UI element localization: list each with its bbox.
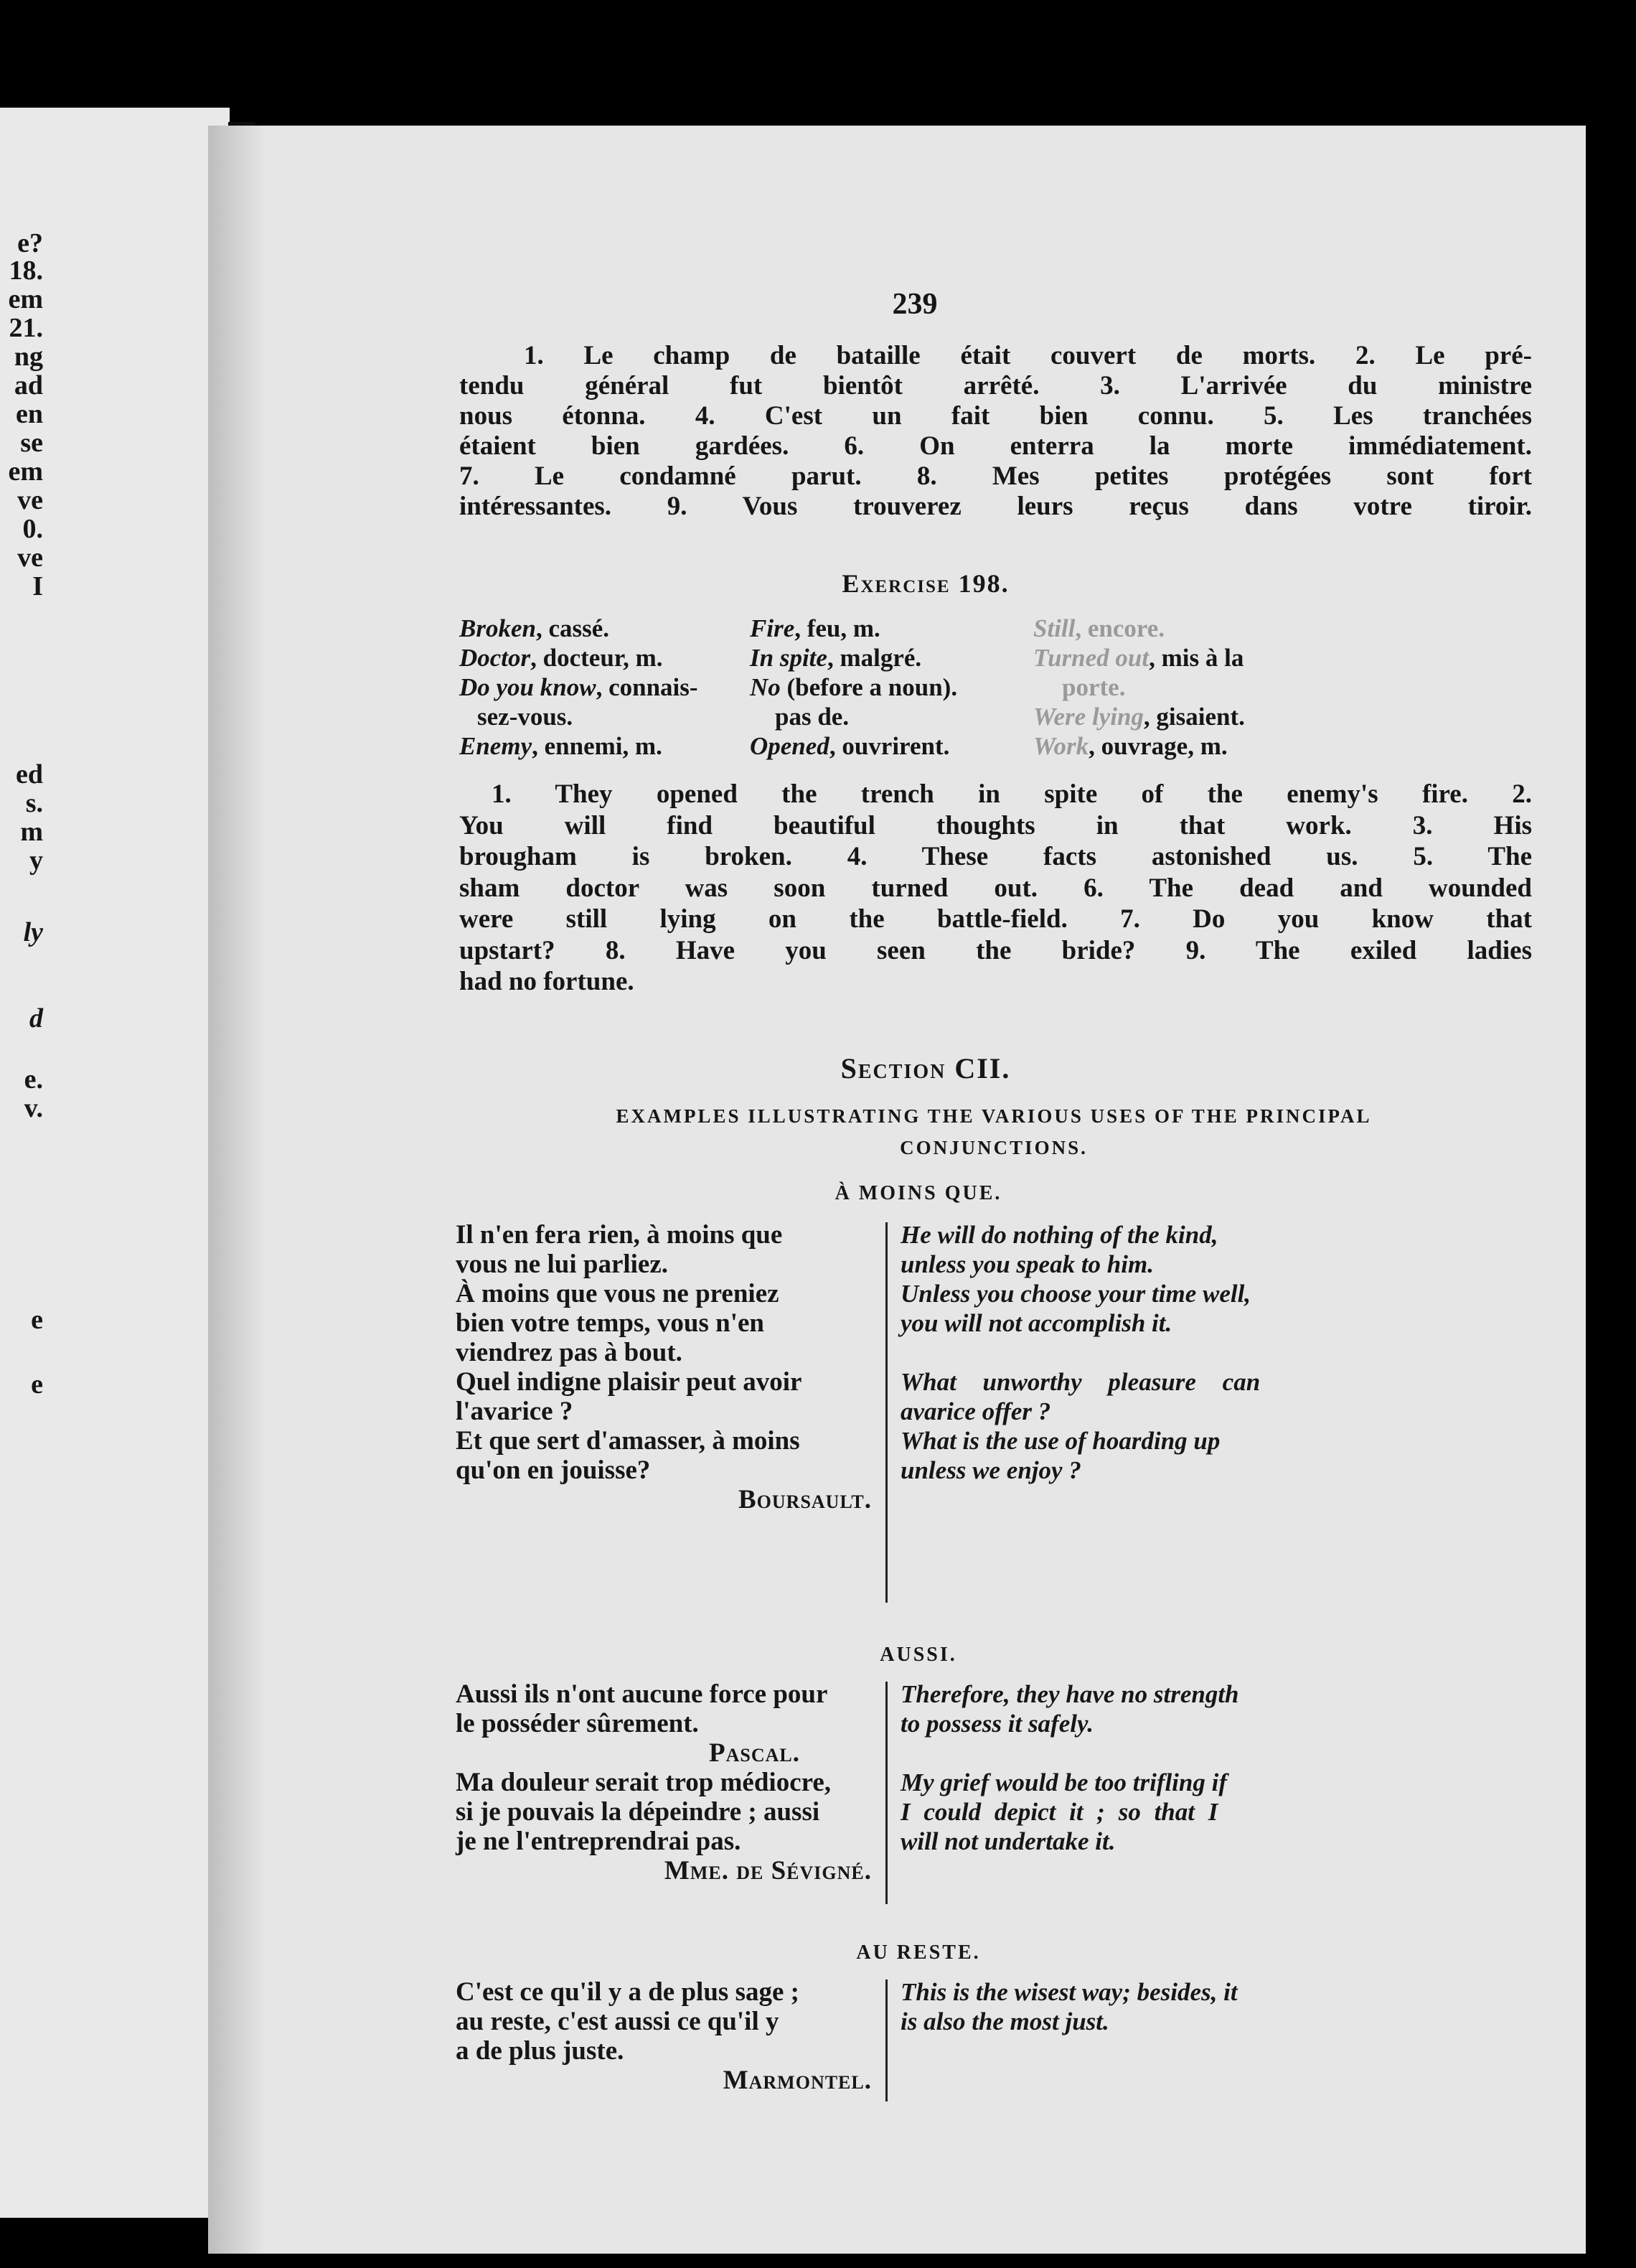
column-divider: [885, 1222, 888, 1603]
author-name: Boursault.: [738, 1485, 872, 1514]
french-example: Et que sert d'amasser, à moins qu'on en jouisse?: [456, 1426, 800, 1485]
english-example: Therefore, they have no strength to possess it safely.: [901, 1680, 1239, 1738]
english-line: brougham is broken. 4. These facts astonished us. 5. The: [459, 842, 1532, 871]
french-example: Quel indigne plaisir peut avoir l'avarice ?: [456, 1367, 802, 1426]
vocab-entry: Still, encore.: [1033, 614, 1165, 642]
section-heading: Section CII.: [840, 1052, 1011, 1084]
english-examples: [901, 1220, 1525, 1485]
author-name: Pascal.: [709, 1738, 800, 1768]
french-line: nous étonna. 4. C'est un fait bien connu. 5. Les tranchées: [459, 401, 1532, 431]
vocab-entry: Do you know, connais-: [459, 673, 698, 701]
left-facing-page: [0, 108, 230, 2218]
section-subtitle-line: EXAMPLES ILLUSTRATING THE VARIOUS USES OF THE PRINCIPAL: [616, 1105, 1372, 1127]
french-examples: [456, 1679, 872, 1885]
english-example: He will do nothing of the kind, unless you speak to him.: [901, 1221, 1218, 1278]
left-page-fragment: y: [29, 845, 43, 876]
left-page-fragment: ed: [16, 759, 43, 789]
french-examples: [456, 1220, 872, 1514]
left-page-fragment: m: [20, 817, 43, 847]
author-name: Mme. de Sévigné.: [664, 1856, 872, 1885]
vocab-entry: Were lying, gisaient.: [1033, 703, 1245, 731]
french-example: Ma douleur serait trop médiocre, si je pouvais la dépeindre ; aussi je ne l'entreprendrai pas.: [456, 1768, 832, 1856]
english-line: upstart? 8. Have you seen the bride? 9. The exiled ladies: [459, 935, 1532, 965]
vocab-column-1: [459, 614, 761, 761]
left-page-fragment: ve: [17, 543, 43, 573]
english-examples: [901, 1977, 1525, 2036]
section-subtitle-line: CONJUNCTIONS.: [900, 1137, 1088, 1158]
vocab-entry: In spite, malgré.: [750, 644, 922, 672]
vocab-entry: Turned out, mis à la: [1033, 644, 1244, 672]
vocab-column-2: [750, 614, 1066, 761]
column-divider: [885, 1682, 888, 1904]
left-page-fragment: I: [32, 571, 43, 601]
left-page-fragment: e: [31, 1305, 43, 1335]
english-example: Unless you choose your time well, you will not accomplish it.: [901, 1280, 1251, 1337]
left-page-fragment: em: [8, 284, 43, 314]
french-line: 1. Le champ de bataille était couvert de morts. 2. Le pré-: [524, 341, 1532, 370]
vocab-entry: Broken, cassé.: [459, 614, 610, 642]
french-example: Aussi ils n'ont aucune force pour le posséder sûrement.: [456, 1679, 828, 1738]
page-number: 239: [892, 288, 938, 321]
english-exercise-paragraph: [459, 779, 1532, 998]
left-page-fragment: 18.: [9, 256, 43, 286]
vocab-entry: pas de.: [775, 703, 850, 731]
conjunction-heading: À MOINS QUE.: [835, 1182, 1002, 1204]
french-line: tendu général fut bientôt arrêté. 3. L'arrivée du ministre: [459, 371, 1532, 400]
vocab-entry: Opened, ouvrirent.: [750, 732, 950, 760]
french-exercise-paragraph: [459, 341, 1532, 522]
french-line: étaient bien gardées. 6. On enterra la morte immédiatement.: [459, 431, 1532, 461]
left-page-fragment: d: [29, 1003, 43, 1034]
left-page-fragment: ve: [17, 485, 43, 515]
english-example: This is the wisest way; besides, it is also the most just.: [901, 1978, 1238, 2035]
left-page-fragment: e?: [17, 228, 43, 258]
left-page-fragment: s.: [25, 788, 43, 818]
left-page-fragment: ad: [14, 370, 43, 400]
english-example: What unworthy pleasure can avarice offer ?: [901, 1368, 1261, 1425]
english-line: You will find beautiful thoughts in that work. 3. His: [459, 810, 1532, 840]
left-page-fragment: 21.: [9, 313, 43, 343]
left-page-fragment: v.: [24, 1093, 43, 1123]
english-line: 1. They opened the trench in spite of the enemy's fire. 2.: [492, 779, 1532, 809]
english-line: were still lying on the battle-field. 7. Do you know that: [459, 904, 1532, 934]
vocab-entry: Fire, feu, m.: [750, 614, 880, 642]
left-page-fragment: en: [16, 399, 43, 429]
conjunction-heading: AUSSI.: [880, 1644, 957, 1666]
left-page-fragment: ly: [23, 917, 43, 947]
english-line: had no fortune.: [459, 967, 634, 996]
left-page-fragment: ng: [14, 342, 43, 372]
english-line: sham doctor was soon turned out. 6. The dead and wounded: [459, 873, 1532, 903]
french-line: intéressantes. 9. Vous trouverez leurs reçus dans votre tiroir.: [459, 492, 1532, 521]
left-page-fragment: e.: [24, 1064, 43, 1095]
french-example: C'est ce qu'il y a de plus sage ; au reste, c'est aussi ce qu'il y a de plus juste.: [456, 1977, 799, 2066]
vocab-entry: No (before a noun).: [750, 673, 958, 701]
exercise-heading: Exercise 198.: [842, 569, 1010, 598]
english-example: My grief would be too trifling if I could depict it ; so that I will not undertake it.: [901, 1768, 1227, 1855]
english-examples: [901, 1679, 1525, 1856]
book-page: [208, 126, 1586, 2254]
column-divider: [885, 1979, 888, 2101]
left-page-fragment: 0.: [22, 514, 43, 544]
vocab-entry: porte.: [1062, 673, 1126, 701]
section-subtitle: [445, 1100, 1543, 1163]
vocab-entry: Doctor, docteur, m.: [459, 644, 663, 672]
french-line: 7. Le condamné parut. 8. Mes petites protégées sont fort: [459, 461, 1532, 491]
vocab-entry: Enemy, ennemi, m.: [459, 732, 662, 760]
vocab-entry: Work, ouvrage, m.: [1033, 732, 1228, 760]
left-page-fragment: e: [31, 1369, 43, 1400]
french-example: Il n'en fera rien, à moins que vous ne lui parliez.: [456, 1220, 783, 1279]
vocab-column-3: [1033, 614, 1335, 761]
page-shadow: [208, 126, 265, 2254]
left-page-fragment: se: [20, 428, 43, 458]
author-name: Marmontel.: [723, 2066, 872, 2095]
english-example: What is the use of hoarding up unless we enjoy ?: [901, 1427, 1221, 1484]
left-page-fragment: em: [8, 456, 43, 487]
conjunction-heading: AU RESTE.: [856, 1941, 981, 1964]
french-examples: [456, 1977, 872, 2095]
vocab-entry: sez-vous.: [477, 703, 573, 731]
french-example: À moins que vous ne preniez bien votre temps, vous n'en viendrez pas à bout.: [456, 1279, 779, 1367]
